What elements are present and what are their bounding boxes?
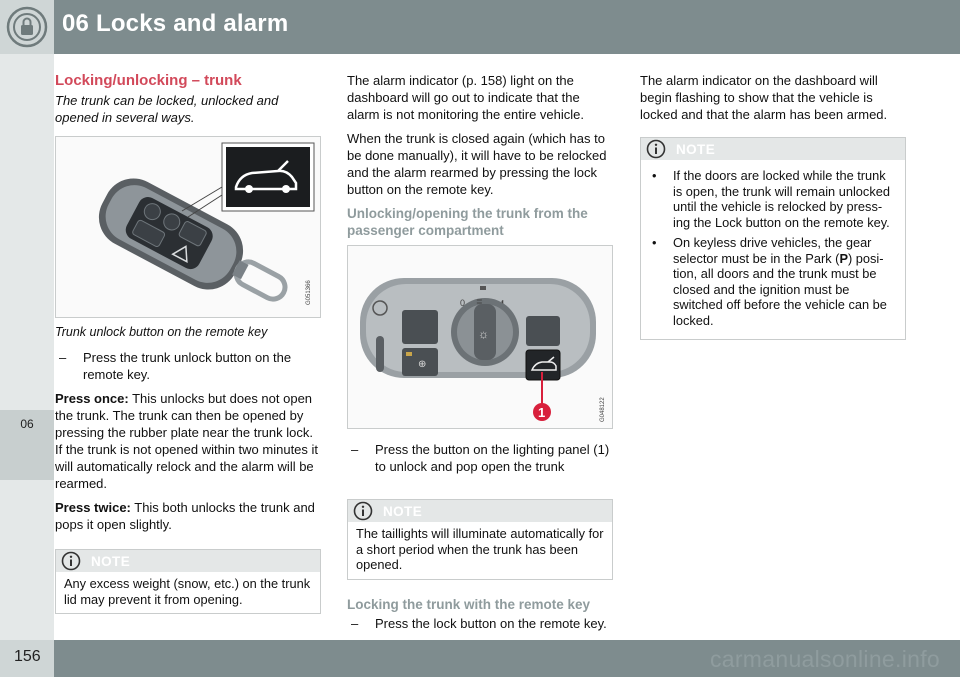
lighting-panel-figure <box>347 245 613 429</box>
note-text: The taillights will illuminate automatically for a short period when the trunk has been opened. <box>356 526 604 572</box>
bullet-text: If the doors are locked while the trunk is open, the trunk will remain unlocked until the vehicle is relocked by press-ing the Lock button on the remote key. <box>673 168 890 230</box>
bullet-mark: • <box>652 168 657 183</box>
section-intro: The trunk can be locked, unlocked and opened in several ways. <box>55 93 279 125</box>
watermark: carmanualsonline.info <box>709 646 940 672</box>
chapter-icon-box <box>0 0 54 54</box>
alarm-indicator-paragraph: The alarm indicator (p. 158) light on the dashboard will go out to indicate that the alarm is not monitoring the entire vehicle. <box>347 73 585 122</box>
svg-text:≣: ≣ <box>476 297 483 306</box>
chapter-header <box>0 0 960 54</box>
list-item <box>649 168 897 230</box>
note-header <box>348 500 612 522</box>
instruction-step <box>55 349 321 383</box>
figure-code: G051366 <box>306 280 312 305</box>
info-icon <box>353 501 373 521</box>
note-header <box>641 138 905 160</box>
figure-caption: Trunk unlock button on the remote key <box>55 325 268 339</box>
subheading-passenger-compartment: Unlocking/opening the trunk from the passenger compartment <box>347 206 588 238</box>
step-dash: – <box>351 442 359 457</box>
note-label: NOTE <box>91 554 131 569</box>
bullet-text-part: On keyless drive vehicles, the gear selector must be in the Park ( <box>673 235 872 266</box>
svg-text:◖: ◖ <box>500 297 505 306</box>
page-number: 156 <box>14 648 41 665</box>
column-1 <box>55 72 321 624</box>
remote-key-illustration <box>56 137 320 317</box>
note-label: NOTE <box>676 142 716 157</box>
subheading-remote-key-lock: Locking the trunk with the remote key <box>347 596 591 612</box>
press-twice-text: This both unlocks the trunk and pops it open slightly. <box>55 500 315 532</box>
note-label: NOTE <box>383 504 423 519</box>
park-symbol: P <box>839 250 848 266</box>
note-box <box>55 549 321 614</box>
step-text: Press the button on the lighting panel (1) to unlock and pop open the trunk <box>375 442 610 474</box>
chapter-tab-label: 06 <box>20 417 34 431</box>
chapter-tab-06[interactable] <box>0 410 54 480</box>
bullet-text <box>673 235 897 328</box>
column-3 <box>640 72 906 350</box>
instruction-step-lock <box>347 615 613 632</box>
press-twice-paragraph <box>55 499 321 533</box>
press-once-text: This unlocks but does not open the trunk. The trunk can then be opened by pressing the rubber plate near the trunk lock. If the trunk is not opened within two minutes it will automatically relock and the alarm will be rearmed. <box>55 391 319 491</box>
info-icon <box>646 139 666 159</box>
press-once-paragraph <box>55 390 321 492</box>
bullet-text-part: ) posi-tion, all doors and the trunk must be closed and the ignition must be switched off before the vehicle can be locked. <box>673 250 887 328</box>
page-number-box <box>0 640 54 677</box>
callout-number: 1 <box>538 405 546 420</box>
step-dash: – <box>59 350 67 365</box>
svg-text:☼: ☼ <box>478 327 489 341</box>
note-box-lock-conditions <box>640 137 906 340</box>
note-body <box>641 160 905 339</box>
svg-text:⊕: ⊕ <box>418 359 427 370</box>
svg-text:G048122: G048122 <box>600 397 606 422</box>
instruction-step-lighting-panel <box>347 441 613 475</box>
lighting-panel-illustration <box>348 246 612 428</box>
bullet-mark: • <box>652 235 657 250</box>
note-text: Any excess weight (snow, etc.) on the trunk lid may prevent it from opening. <box>64 576 311 607</box>
note-bullet-list <box>649 168 897 328</box>
step-text: Press the trunk unlock button on the remote key. <box>83 350 292 382</box>
press-twice-label: Press twice: <box>55 500 131 515</box>
remote-key-figure <box>55 136 321 318</box>
note-header <box>56 550 320 572</box>
step-dash: – <box>351 615 359 631</box>
info-icon <box>61 551 81 571</box>
note-box-taillights <box>347 499 613 580</box>
section-heading: Locking/unlocking – trunk <box>55 72 242 89</box>
relock-paragraph: When the trunk is closed again (which has to be done manually), it will have to be relocked and the alarm rearmed by pressing the lock button on the remote key. <box>347 131 607 197</box>
lock-alarm-icon <box>0 0 54 54</box>
step-text: Press the lock button on the remote key. <box>375 615 607 631</box>
column-2 <box>347 72 613 639</box>
list-item <box>649 235 897 328</box>
chapter-title: 06 Locks and alarm <box>62 10 289 37</box>
alarm-armed-paragraph: The alarm indicator on the dashboard will begin flashing to show that the vehicle is locked and that the alarm has been armed. <box>640 73 888 122</box>
chapter-sidebar <box>0 54 54 640</box>
press-once-label: Press once: <box>55 391 129 406</box>
panel-zero-mark: 0 <box>460 298 466 308</box>
